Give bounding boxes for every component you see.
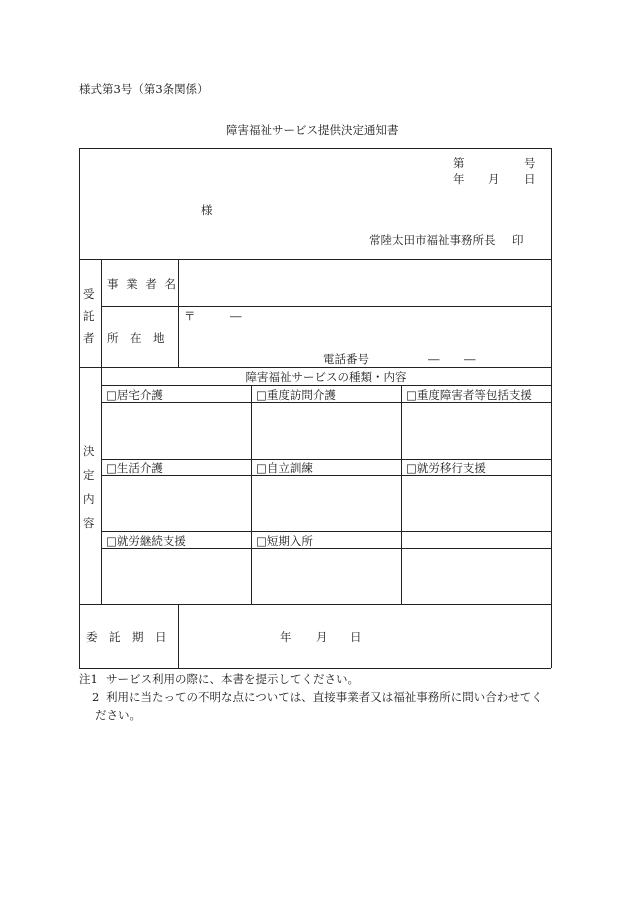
service-employment-continuation: □就労継続支援	[106, 534, 186, 548]
postal-dash: ―	[230, 309, 242, 323]
service-comprehensive-support: □重度障害者等包括支援	[406, 388, 532, 402]
phone-dash-2: ―	[464, 352, 476, 366]
service-short-stay: □短期入所	[256, 534, 313, 548]
contractor-side-label-1: 受	[83, 287, 95, 301]
document-title: 障害福祉サービス提供決定通知書	[226, 123, 399, 137]
service-severe-visiting-care: □重度訪問介護	[256, 388, 336, 402]
decision-side-label-1: 決	[83, 444, 95, 458]
phone-label: 電話番号	[323, 352, 369, 366]
period-year: 年	[280, 630, 292, 644]
service-daily-life-care: □生活介護	[106, 461, 163, 475]
contractor-side-label-3: 者	[83, 331, 95, 345]
decision-side-label-3: 内	[83, 492, 95, 506]
service-types-header: 障害福祉サービスの種類・内容	[245, 370, 407, 384]
form-number: 様式第3号（第3条関係）	[79, 82, 209, 96]
contractor-side-label-2: 託	[83, 309, 95, 323]
issuer-name: 常陸太田市福祉事務所長	[369, 233, 496, 247]
period-month: 月	[316, 630, 328, 644]
note2-text-line2: ださい。	[95, 708, 141, 722]
decision-side-label-4: 容	[83, 516, 95, 530]
note2-text-line1: 利用に当たっての不明な点については、直接事業者又は福祉事務所に問い合わせてく	[106, 690, 543, 704]
number-prefix: 第	[453, 156, 465, 170]
period-day: 日	[350, 630, 362, 644]
note2-prefix: 2	[92, 690, 100, 704]
date-year: 年	[453, 172, 465, 186]
decision-side-label-2: 定	[83, 468, 95, 482]
seal-mark: 印	[512, 233, 524, 247]
date-day: 日	[524, 172, 536, 186]
address-label: 所 在 地	[107, 331, 165, 345]
number-suffix: 号	[524, 156, 536, 170]
service-employment-transition: □就労移行支援	[406, 461, 486, 475]
service-home-care: □居宅介護	[106, 388, 163, 402]
period-label: 委 託 期 日	[86, 630, 167, 644]
date-month: 月	[488, 172, 500, 186]
phone-dash-1: ―	[428, 352, 440, 366]
business-name-label: 事 業 者 名	[107, 277, 178, 291]
addressee-suffix: 様	[201, 203, 213, 217]
postal-mark: 〒	[184, 309, 196, 323]
note1-prefix: 注1	[79, 672, 98, 686]
service-independence-training: □自立訓練	[256, 461, 313, 475]
note1-text: サービス利用の際に、本書を提示してください。	[106, 672, 359, 686]
